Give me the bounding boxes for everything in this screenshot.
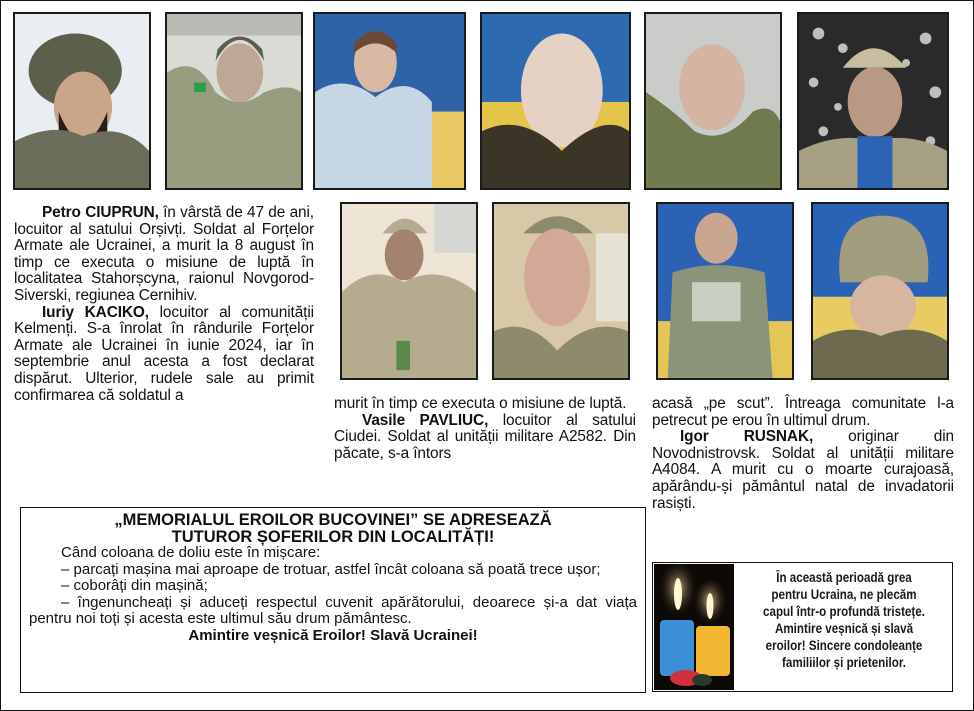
article-ciuprun-name: Petro CIUPRUN, (42, 204, 159, 221)
photo-young-soldier (492, 202, 630, 380)
blue-candle (660, 620, 694, 676)
condolence-line-1: În această perioadă grea (776, 570, 912, 585)
notice-title-line-2: TUTUROR ȘOFERILOR DIN LOCALITĂȚI! (171, 527, 495, 546)
notice-item-2: – coborâți din mașină; (61, 577, 208, 594)
article-pavliuc-continuation: acasă „pe scut”. Întreaga comunitate l-a petrecut pe erou în ultimul drum. (652, 395, 954, 429)
condolence-line-3: capul într-o profundă tristețe. (763, 604, 925, 619)
article-rusnak-text: originar din Novodnistrovsk. Soldat al unității militare A4084. A murit cu o moarte curajoasă, apărându-și pământul natal de invadatorii rasiști. (652, 428, 954, 512)
notice-item-1: – parcați mașina mai aproape de trotuar, astfel încât coloana să poată trece ușor; (61, 560, 601, 578)
photo-bald-man (480, 12, 631, 190)
article-column-2 (334, 396, 636, 462)
photo-soldier-beanie (811, 202, 949, 380)
article-kaciko-text: locuitor al comunității Kelmenți. S-a înrolat în rândurile Forțelor Armate ale Ucrainei în iunie 2024, iar în septembrie anul acesta a fost declarat dispărut. Ulterior, rudele sale au primit confirmarea că soldatul a (14, 303, 314, 404)
photo-soldier-cap (797, 12, 949, 190)
article-kaciko-continuation: murit în timp ce executa o misiune de luptă. (334, 395, 627, 412)
candles-image (654, 564, 734, 690)
yellow-candle (696, 626, 730, 676)
photo-soldier-vest (656, 202, 794, 380)
condolence-line-5: eroilor! Sincere condoleanțe (765, 638, 923, 653)
notice-title-line-1: „MEMORIALUL EROILOR BUCOVINEI” SE ADRESEAZĂ (114, 511, 552, 529)
flame-icon (674, 578, 682, 610)
condolence-line-2: pentru Ucraina, ne plecăm (771, 587, 917, 602)
article-rusnak-name: Igor RUSNAK, (680, 428, 814, 446)
notice-item-3: – îngenuncheați și aduceți respectul cuvenit apărătorului, deoarece și-a dat viața pentru noi toți și acesta este ultimul său drum pământesc. (29, 593, 637, 627)
photo-man-hoodie (313, 12, 466, 190)
article-kaciko (14, 305, 314, 405)
condolence-message (754, 569, 935, 671)
article-ciuprun-text: în vârstă de 47 de ani, locuitor al satului Orșivți. Soldat al Forțelor Armate ale Ucrainei, a murit la 8 august în timp ce executa o misiune de luptă în localitatea Stahorșcyna, raionul Novgorod-Siverski, regiunea Cernihiv. (14, 204, 314, 304)
article-rusnak (652, 429, 954, 512)
condolence-line-6: familiilor și prietenilor. (782, 655, 906, 670)
article-pavliuc-text: locuitor al satului Ciudei. Soldat al unității militare A2582. Din păcate, s-a întors (334, 411, 636, 462)
article-column-1 (14, 205, 314, 404)
article-kaciko-name: Iuriy KACIKO, (42, 303, 149, 321)
notice-intro: Când coloana de doliu este în mișcare: (61, 544, 321, 561)
notice-box (20, 507, 646, 693)
condolence-line-4: Amintire veșnică și slavă (774, 621, 914, 636)
condolence-box (652, 562, 953, 692)
photo-soldier-car (165, 12, 303, 190)
article-ciuprun (14, 205, 314, 305)
photo-soldier-winter-camo (340, 202, 478, 380)
notice-closing: Amintire veșnică Eroilor! Slavă Ucrainei! (188, 626, 478, 644)
photo-man-green-jacket (644, 12, 782, 190)
article-pavliuc (334, 413, 636, 463)
article-pavliuc-name: Vasile PAVLIUC, (362, 411, 489, 429)
photo-soldier-helmet (13, 12, 151, 190)
article-column-3 (652, 396, 954, 512)
